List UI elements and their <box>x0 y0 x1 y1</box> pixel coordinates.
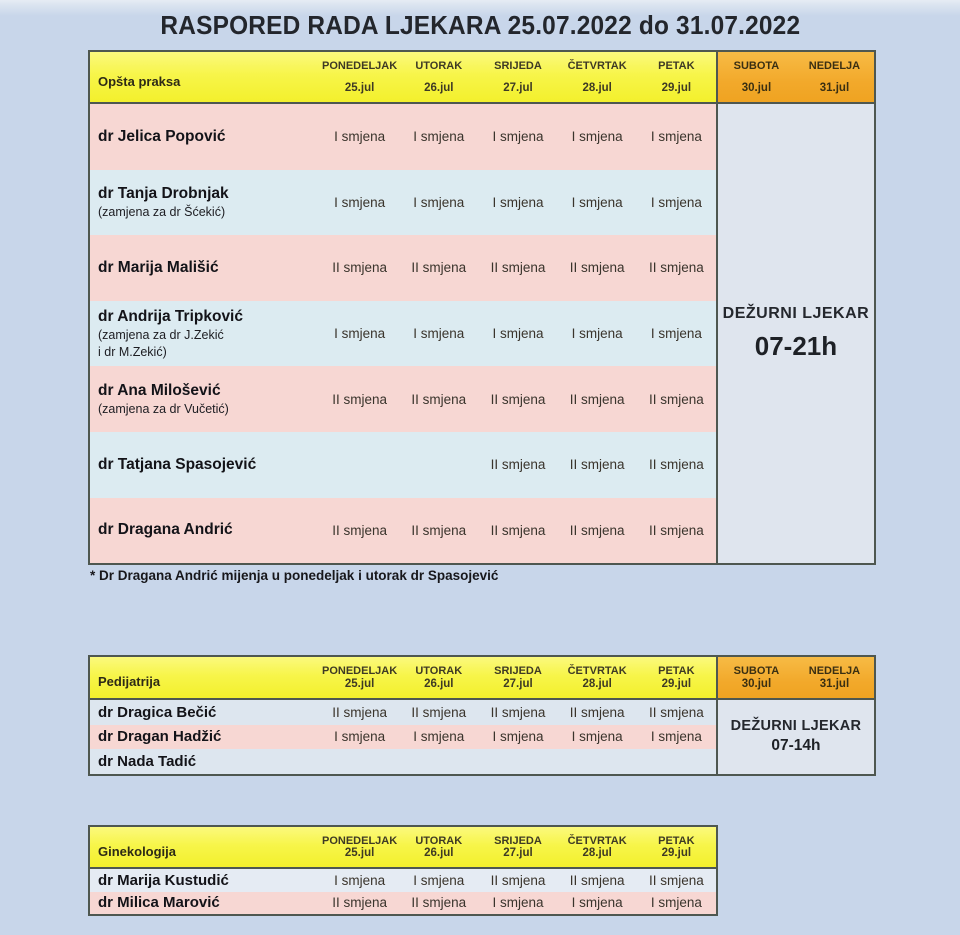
day-name: PETAK <box>658 835 695 847</box>
day-header <box>399 52 478 104</box>
schedule-grid <box>88 50 876 565</box>
shift-cell: II smjena <box>478 869 557 892</box>
day-date: 25.jul <box>344 847 375 859</box>
day-date: 27.jul <box>503 678 533 690</box>
duty-doctor-cell <box>716 104 874 563</box>
section-label: Opšta praksa <box>90 52 320 104</box>
day-name: ČETVRTAK <box>567 665 627 677</box>
day-name: PETAK <box>658 60 695 72</box>
day-name: UTORAK <box>415 665 463 677</box>
day-name: SUBOTA <box>733 60 780 72</box>
day-date: 28.jul <box>582 847 612 859</box>
day-name: UTORAK <box>415 835 463 847</box>
day-date: 25.jul <box>344 678 375 690</box>
shift-cell <box>320 749 399 774</box>
day-header <box>558 657 637 700</box>
shift-cell: I smjena <box>320 170 399 236</box>
doctor-row-name-cell <box>90 301 320 367</box>
day-header <box>637 827 716 869</box>
doctor-row-name-cell <box>90 725 320 750</box>
day-date: 31.jul <box>819 678 850 690</box>
day-date: 28.jul <box>582 82 612 94</box>
day-header <box>558 827 637 869</box>
doctor-note: (zamjena za dr J.Zekić <box>98 328 224 343</box>
shift-cell: I smjena <box>478 301 557 367</box>
doctor-note: (zamjena za dr Vučetić) <box>98 402 229 417</box>
doctor-name: dr Marija Mališić <box>98 258 219 276</box>
day-name: SUBOTA <box>733 665 780 677</box>
duty-hours: 07-14h <box>771 737 821 755</box>
shift-cell: II smjena <box>558 432 637 498</box>
doctor-name: dr Andrija Tripković <box>98 308 243 326</box>
doctor-row-name-cell <box>90 892 320 915</box>
day-name: SRIJEDA <box>494 835 542 847</box>
doctor-row-name-cell <box>90 235 320 301</box>
shift-cell: I smjena <box>637 301 716 367</box>
shift-cell <box>320 432 399 498</box>
page-title: RASPORED RADA LJEKARA 25.07.2022 do 31.07.2022 <box>160 10 800 40</box>
weekend-day-header <box>716 657 795 700</box>
table-pedijatrija <box>88 655 876 776</box>
shift-cell: II smjena <box>637 869 716 892</box>
doctor-row-name-cell <box>90 432 320 498</box>
section-label: Ginekologija <box>90 827 320 869</box>
shift-cell: I smjena <box>478 725 557 750</box>
day-header <box>320 827 399 869</box>
shift-cell: I smjena <box>399 725 478 750</box>
shift-cell: II smjena <box>558 700 637 725</box>
weekend-day-header <box>795 52 874 104</box>
day-name: NEDELJA <box>808 60 861 72</box>
day-name: PONEDELJAK <box>322 60 398 72</box>
shift-cell: II smjena <box>399 498 478 564</box>
weekend-day-header <box>795 657 874 700</box>
day-name: PONEDELJAK <box>322 665 398 677</box>
day-date: 28.jul <box>582 678 612 690</box>
shift-cell: I smjena <box>399 301 478 367</box>
day-date: 30.jul <box>741 678 772 690</box>
doctor-row-name-cell <box>90 366 320 432</box>
shift-cell: I smjena <box>478 104 557 170</box>
shift-cell: II smjena <box>320 366 399 432</box>
shift-cell <box>399 432 478 498</box>
day-date: 31.jul <box>819 82 850 94</box>
shift-cell: II smjena <box>558 235 637 301</box>
shift-cell: I smjena <box>558 892 637 915</box>
duty-title: DEŽURNI LJEKAR <box>722 305 870 323</box>
day-name: ČETVRTAK <box>567 835 627 847</box>
doctor-row-name-cell <box>90 700 320 725</box>
schedule-grid <box>88 655 876 776</box>
day-date: 29.jul <box>661 678 692 690</box>
shift-cell: I smjena <box>637 892 716 915</box>
duty-hours: 07-21h <box>754 331 838 362</box>
shift-cell: II smjena <box>399 366 478 432</box>
day-header <box>399 827 478 869</box>
shift-cell: II smjena <box>558 366 637 432</box>
duty-title: DEŽURNI LJEKAR <box>730 718 862 735</box>
doctor-name: dr Nada Tadić <box>98 752 197 770</box>
day-header <box>478 52 557 104</box>
shift-cell: II smjena <box>558 498 637 564</box>
day-date: 26.jul <box>424 82 454 94</box>
shift-cell: II smjena <box>478 700 557 725</box>
shift-cell: I smjena <box>637 725 716 750</box>
footnote: * Dr Dragana Andrić mijenja u ponedeljak i utorak dr Spasojević <box>90 568 499 583</box>
doctor-row-name-cell <box>90 104 320 170</box>
shift-cell: I smjena <box>478 170 557 236</box>
shift-cell: I smjena <box>320 725 399 750</box>
doctor-name: dr Milica Marović <box>98 894 220 911</box>
shift-cell: I smjena <box>320 301 399 367</box>
shift-cell: II smjena <box>399 235 478 301</box>
day-name: PETAK <box>658 665 695 677</box>
shift-cell: II smjena <box>478 235 557 301</box>
doctor-row-name-cell <box>90 170 320 236</box>
shift-cell: I smjena <box>320 869 399 892</box>
shift-cell: I smjena <box>399 104 478 170</box>
shift-cell: II smjena <box>637 432 716 498</box>
shift-cell <box>637 749 716 774</box>
day-date: 30.jul <box>741 82 772 94</box>
day-date: 27.jul <box>503 847 533 859</box>
day-header <box>320 657 399 700</box>
shift-cell: II smjena <box>320 700 399 725</box>
shift-cell: II smjena <box>637 700 716 725</box>
day-name: SRIJEDA <box>494 665 542 677</box>
title-bar <box>0 10 960 41</box>
shift-cell: II smjena <box>320 892 399 915</box>
doctor-name: dr Marija Kustudić <box>98 871 229 889</box>
doctor-name: dr Tanja Drobnjak <box>98 185 229 203</box>
doctor-note: (zamjena za dr Šćekić) <box>98 205 226 220</box>
schedule-grid <box>88 825 718 916</box>
day-header <box>399 657 478 700</box>
table-ginekologija <box>88 825 718 916</box>
day-date: 25.jul <box>344 82 375 94</box>
doctor-name: dr Ana Milošević <box>98 381 221 399</box>
shift-cell: I smjena <box>558 104 637 170</box>
day-header <box>637 657 716 700</box>
day-header <box>637 52 716 104</box>
shift-cell <box>399 749 478 774</box>
section-label: Pedijatrija <box>90 657 320 700</box>
shift-cell: I smjena <box>558 725 637 750</box>
day-name: SRIJEDA <box>494 60 542 72</box>
day-name: NEDELJA <box>808 665 861 677</box>
shift-cell: II smjena <box>320 498 399 564</box>
shift-cell: I smjena <box>399 869 478 892</box>
shift-cell: II smjena <box>478 498 557 564</box>
shift-cell: II smjena <box>637 366 716 432</box>
doctor-row-name-cell <box>90 498 320 564</box>
shift-cell: I smjena <box>320 104 399 170</box>
weekend-day-header <box>716 52 795 104</box>
shift-cell: II smjena <box>478 366 557 432</box>
shift-cell: II smjena <box>637 498 716 564</box>
day-name: ČETVRTAK <box>567 60 627 72</box>
doctor-name: dr Tatjana Spasojević <box>98 455 257 473</box>
shift-cell: I smjena <box>558 301 637 367</box>
shift-cell: II smjena <box>558 869 637 892</box>
day-header <box>478 827 557 869</box>
doctor-name: dr Dragana Andrić <box>98 521 233 539</box>
shift-cell: II smjena <box>320 235 399 301</box>
shift-cell: II smjena <box>478 432 557 498</box>
doctor-note: i dr M.Zekić) <box>98 344 167 359</box>
day-date: 27.jul <box>503 82 533 94</box>
shift-cell <box>558 749 637 774</box>
day-date: 26.jul <box>424 678 454 690</box>
doctor-name: dr Dragica Bečić <box>98 703 217 721</box>
shift-cell <box>478 749 557 774</box>
doctor-row-name-cell <box>90 869 320 892</box>
day-date: 29.jul <box>661 847 692 859</box>
doctor-name: dr Dragan Hadžić <box>98 728 222 745</box>
shift-cell: I smjena <box>478 892 557 915</box>
day-date: 29.jul <box>661 82 692 94</box>
day-header <box>558 52 637 104</box>
doctor-row-name-cell <box>90 749 320 774</box>
day-header <box>320 52 399 104</box>
duty-doctor-cell <box>716 700 874 774</box>
shift-cell: I smjena <box>399 170 478 236</box>
table-opsta-praksa <box>88 50 876 565</box>
day-date: 26.jul <box>424 847 454 859</box>
day-name: PONEDELJAK <box>322 835 398 847</box>
shift-cell: I smjena <box>558 170 637 236</box>
shift-cell: I smjena <box>637 170 716 236</box>
day-header <box>478 657 557 700</box>
shift-cell: I smjena <box>637 104 716 170</box>
shift-cell: II smjena <box>637 235 716 301</box>
day-name: UTORAK <box>415 60 463 72</box>
shift-cell: II smjena <box>399 892 478 915</box>
doctor-name: dr Jelica Popović <box>98 127 226 145</box>
shift-cell: II smjena <box>399 700 478 725</box>
